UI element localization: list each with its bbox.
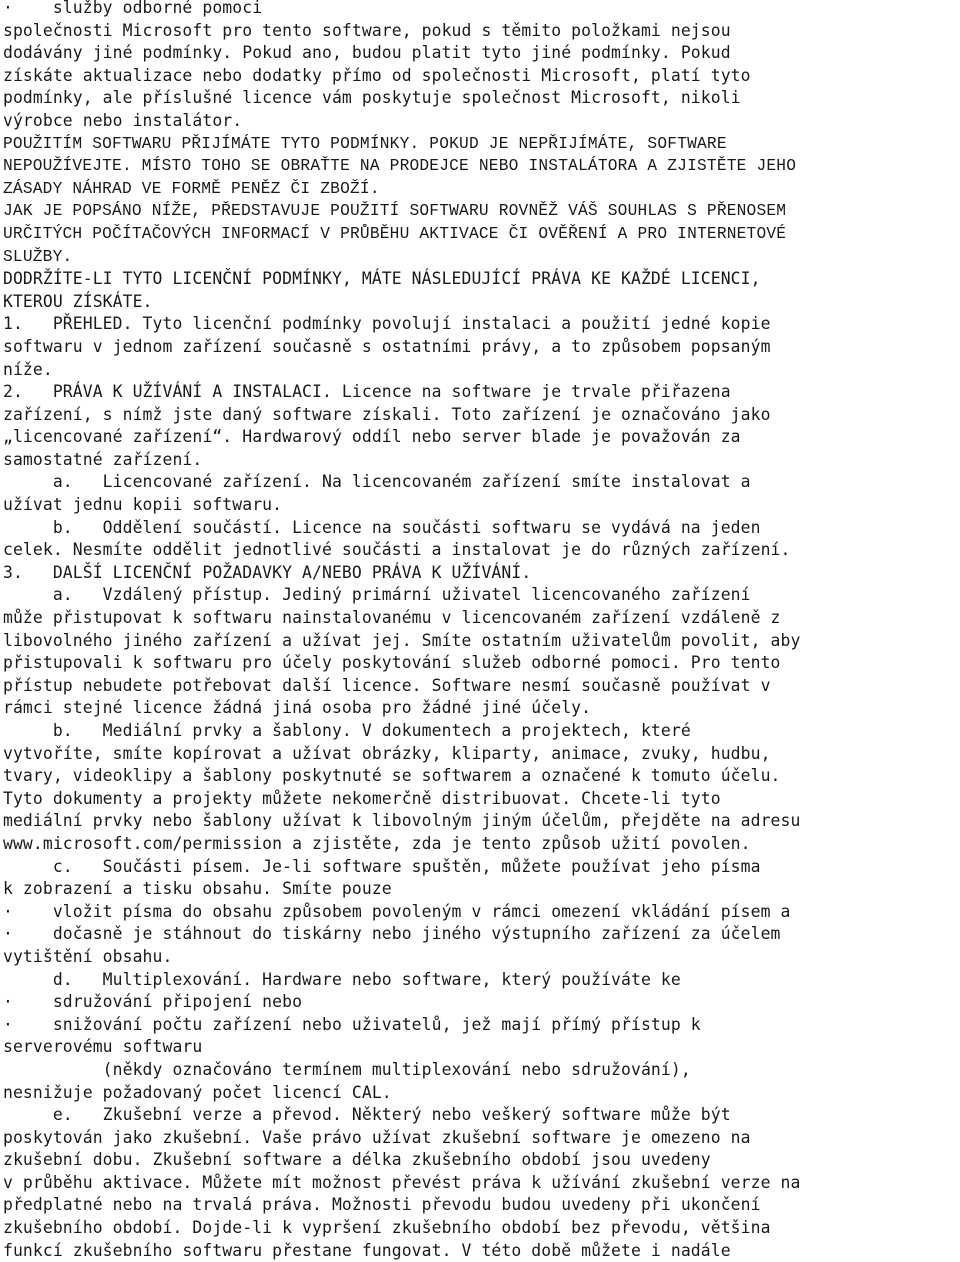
- text-line: Tyto dokumenty a projekty můžete nekomerčně distribuovat. Chcete-li tyto: [3, 788, 721, 808]
- text-line: společnosti Microsoft pro tento software, pokud s těmito položkami nejsou: [3, 20, 731, 40]
- text-line: rámci stejné licence žádná jiná osoba pro žádné jiné účely.: [3, 698, 592, 718]
- text-line: poskytován jako zkušební. Vaše právo užívat zkušební software je omezeno na: [3, 1127, 751, 1147]
- caps-line: POUŽITÍM SOFTWARU PŘIJÍMÁTE TYTO PODMÍNKY. POKUD JE NEPŘIJÍMÁTE, SOFTWARE: [3, 134, 727, 153]
- text-line: samostatné zařízení.: [3, 449, 203, 469]
- text-line: níže.: [3, 359, 53, 379]
- subsection-2a-line: a. Licencované zařízení. Na licencovaném zařízení smíte instalovat a: [3, 472, 751, 492]
- subsection-2b-line: b. Oddělení součástí. Licence na součásti softwaru se vydává na jeden: [3, 517, 761, 537]
- text-line: dodávány jiné podmínky. Pokud ano, budou platit tyto jiné podmínky. Pokud: [3, 43, 731, 63]
- caps-line: SLUŽBY.: [3, 247, 73, 266]
- text-line: nesnižuje požadovaný počet licencí CAL.: [3, 1082, 392, 1102]
- text-line: DODRŽÍTE-LI TYTO LICENČNÍ PODMÍNKY, MÁTE NÁSLEDUJÍCÍ PRÁVA KE KAŽDÉ LICENCI,: [3, 269, 761, 289]
- caps-line: NEPOUŽÍVEJTE. MÍSTO TOHO SE OBRAŤTE NA PRODEJCE NEBO INSTALÁTORA A ZJISTĚTE JEHO: [3, 157, 797, 176]
- section-1-heading-line: 1. PŘEHLED. Tyto licenční podmínky povolují instalaci a použití jedné kopie: [3, 314, 771, 334]
- text-line: vytvoříte, smíte kopírovat a užívat obrázky, kliparty, animace, zvuky, hudbu,: [3, 743, 771, 763]
- bullet-line: · vložit písma do obsahu způsobem povoleným v rámci omezení vkládání písem a: [3, 901, 791, 921]
- subsection-3c-line: c. Součásti písem. Je-li software spuštěn, můžete používat jeho písma: [3, 856, 761, 876]
- text-line: www.microsoft.com/permission a zjistěte, zda je tento způsob užití povolen.: [3, 833, 751, 853]
- text-line: užívat jednu kopii softwaru.: [3, 495, 283, 515]
- subsection-3d-line: d. Multiplexování. Hardware nebo software, který používáte ke: [3, 969, 681, 989]
- text-line: zařízení, s nímž jste daný software získali. Toto zařízení je označováno jako: [3, 404, 771, 424]
- license-document: [3, 0, 958, 1262]
- text-line: „licencované zařízení“. Hardwarový oddíl nebo server blade je považován za: [3, 427, 741, 447]
- text-line: zkušebního období. Dojde-li k vypršení zkušebního období bez převodu, většina: [3, 1218, 771, 1238]
- section-2-heading-line: 2. PRÁVA K UŽÍVÁNÍ A INSTALACI. Licence na software je trvale přiřazena: [3, 382, 731, 402]
- text-line: přistupovali k softwaru pro účely poskytování služeb odborné pomoci. Pro tento: [3, 653, 781, 673]
- text-line: serverovému softwaru: [3, 1037, 203, 1057]
- text-line: (někdy označováno termínem multiplexování nebo sdružování),: [3, 1059, 691, 1079]
- text-line: podmínky, ale příslušné licence vám poskytuje společnost Microsoft, nikoli: [3, 88, 741, 108]
- text-line: předplatné nebo na trvalá práva. Možnosti převodu budou uvedeny při ukončení: [3, 1195, 761, 1215]
- text-line: libovolného jiného zařízení a užívat jej. Smíte ostatním uživatelům povolit, aby: [3, 630, 801, 650]
- subsection-3b-line: b. Mediální prvky a šablony. V dokumentech a projektech, které: [3, 721, 691, 740]
- subsection-3e-line: e. Zkušební verze a převod. Některý nebo veškerý software může být: [3, 1105, 731, 1125]
- caps-line: URČITÝCH POČÍTAČOVÝCH INFORMACÍ V PRŮBĚHU AKTIVACE ČI OVĚŘENÍ A PRO INTERNETOVÉ: [3, 224, 787, 243]
- bullet-line: · dočasně je stáhnout do tiskárny nebo jiného výstupního zařízení za účelem: [3, 924, 781, 944]
- text-line: funkcí zkušebního softwaru přestane fungovat. V této době můžete i nadále: [3, 1240, 731, 1260]
- text-line: softwaru v jednom zařízení současně s ostatními právy, a to způsobem popsaným: [3, 336, 771, 356]
- text-line: KTEROU ZÍSKÁTE.: [3, 291, 153, 311]
- bullet-line: · snižování počtu zařízení nebo uživatelů, jež mají přímý přístup k: [3, 1014, 701, 1034]
- caps-line: ZÁSADY NÁHRAD VE FORMĚ PENĚZ ČI ZBOŽÍ.: [3, 179, 380, 198]
- caps-line: JAK JE POPSÁNO NÍŽE, PŘEDSTAVUJE POUŽITÍ SOFTWARU ROVNĚŽ VÁŠ SOUHLAS S PŘENOSEM: [3, 202, 787, 221]
- text-line: přístup nebudete potřebovat další licence. Software nesmí současně používat v: [3, 675, 771, 695]
- subsection-3a-line: a. Vzdálený přístup. Jediný primární uživatel licencovaného zařízení: [3, 585, 751, 605]
- section-3-heading-line: 3. DALŠÍ LICENČNÍ POŽADAVKY A/NEBO PRÁVA K UŽÍVÁNÍ.: [3, 562, 532, 582]
- bullet-line: · sdružování připojení nebo: [3, 992, 303, 1012]
- text-line: · služby odborné pomoci: [3, 0, 263, 17]
- text-line: vytištění obsahu.: [3, 946, 173, 966]
- text-line: celek. Nesmíte oddělit jednotlivé součásti a instalovat je do různých zařízení.: [3, 540, 791, 560]
- text-line: zkušební dobu. Zkušební software a délka zkušebního období jsou uvedeny: [3, 1150, 711, 1170]
- text-line: může přistupovat k softwaru nainstalovanému v licencovaném zařízení vzdáleně z: [3, 608, 781, 628]
- text-line: tvary, videoklipy a šablony poskytnuté se softwarem a označené k tomuto účelu.: [3, 766, 781, 786]
- text-line: v průběhu aktivace. Můžete mít možnost převést práva k užívání zkušební verze na: [3, 1172, 801, 1192]
- text-line: získáte aktualizace nebo dodatky přímo od společnosti Microsoft, platí tyto: [3, 65, 751, 85]
- text-line: k zobrazení a tisku obsahu. Smíte pouze: [3, 879, 392, 899]
- text-line: mediální prvky nebo šablony užívat k libovolným jiným účelům, přejděte na adresu: [3, 811, 801, 831]
- text-line: výrobce nebo instalátor.: [3, 110, 243, 130]
